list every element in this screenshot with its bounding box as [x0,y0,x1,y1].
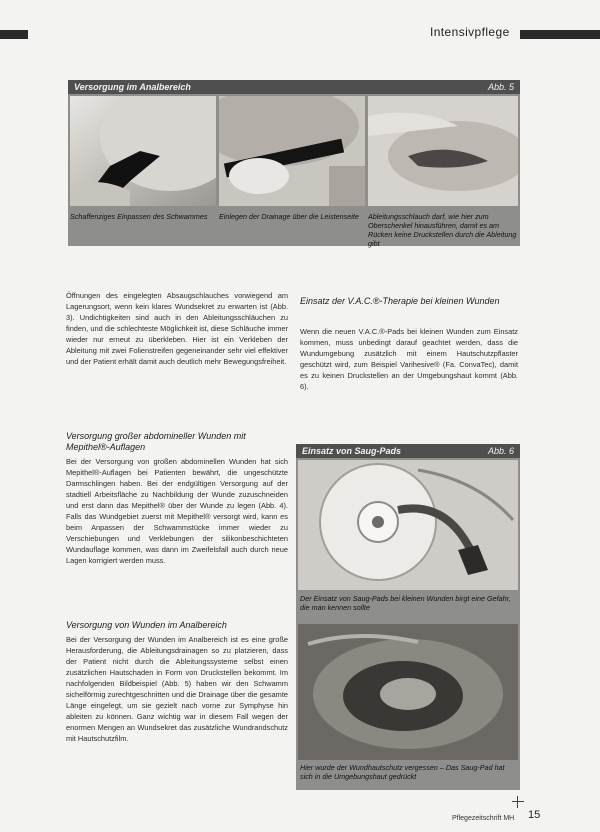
page-number: 15 [528,809,541,821]
heading-anal-area-wounds: Versorgung von Wunden im Analbereich [66,620,227,630]
figure-5-number: Abb. 5 [487,82,514,92]
figure-6-title-bar [296,444,520,458]
figure-5-photo-3 [368,96,518,206]
right-column-paragraph-1: Wenn die neuen V.A.C.®-Pads bei kleinen Wunden zum Einsatz kommen, muss unbedingt darauf geachtet werden, dass die Wundumgebung zusätzlich mit einem Hautschutzpflaster geschützt wird, zum Beispiel Varihesive® (Fa. ConvaTec), damit es zu keinen Druckstellen an der Umgebungshaut kommt (Abb. 6). [300,327,518,391]
figure-5-caption-2: Einlegen der Drainage über die Leistenseite [219,212,359,221]
figure-6-photo-2 [298,624,518,760]
heading-abdominal-wounds: Versorgung großer abdomineller Wunden mit Mepithel®-Auflagen [66,431,246,452]
figure-5-photo-1 [70,96,216,206]
figure-5-caption-3: Ableitungsschlauch darf, wie hier zum Oberschenkel hinausführen, damit es am Rücken keine Druckstellen durch die Ableitung gibt [368,212,517,248]
left-column-paragraph-3: Bei der Versorgung der Wunden im Analbereich ist es eine große Herausforderung, die Ableitungsdrainagen so zu platzieren, dass der Patient nicht durch die Ableitungssysteme selbst einen zusätzlichen Hautschaden in Form von Druckstellen bekommt. Im nachfolgenden Bildbeispiel (Abb. 5) haben wir den Schwamm sichelförmig zurechtgeschnitten und die Drainage über die gesamte Länge eingelegt, um sie gezielt nach vorne zur Symphyse hin ableiten zu können. Ganz wichtig war in diesem Fall wegen der enormen Mengen an Wundsekret das zusätzliche Wundrandschutz mit Hautschutzfilm. [66,635,288,743]
figure-6-caption-2: Hier wurde der Wundhautschutz vergessen – Das Saug-Pad hat sich in die Umgebungshaut gedrückt [300,763,505,781]
left-column-paragraph-1: Öffnungen des eingelegten Absaugschlauches vorwiegend am Lagerungsort, wenn kein klares Wundsekret zu erwarten ist (Abb. 3). Undichtigkeiten sind auch in den Ableitungsschläuchen zu finden, und die schlechteste Möglichkeit ist, diese Schläuche immer wieder nur erneut zu überkleben. Hier ist ein Verkleben der Ableitung mit zwei Folienstreifen gegeneinander sehr viel effektiver und der Patient erhält damit auch deutlich mehr Bewegungsfreiheit. [66,291,288,366]
figure-6-number: Abb. 6 [487,446,514,456]
header-bar-right [520,30,600,39]
heading-vac-small-wounds: Einsatz der V.A.C.®-Therapie bei kleinen Wunden [300,296,500,306]
footer-journal: Pflegezeitschrift MH [452,815,515,822]
figure-5-title-bar [68,80,520,94]
figure-6-caption-1: Der Einsatz von Saug-Pads bei kleinen Wunden birgt eine Gefahr, die man kennen sollte [300,594,511,612]
header-bar-left [0,30,28,39]
figure-5-caption-1: Schaffenziges Einpassen des Schwammes [70,212,208,221]
figure-5-title: Versorgung im Analbereich [74,82,191,92]
left-column-paragraph-2: Bei der Versorgung von großen abdominellen Wunden hat sich Mepithel®-Auflagen bei Patienten bewährt, die ungeschützte Darmschlingen haben. Bei der endgültigen Versorgung auf der stadtiell Arbeitsfläche zu Nachbildung der Wunde zuzuschneiden und erst dann das Mepithel® über der Wunde zu legen (Abb. 4). Falls das Wundgebiet zuerst mit Mepithel® versorgt wird, kann es beim Anpassen der Schwammstücke immer wieder zu Verschiebungen und Verklebungen der silikonbeschichteten Wundauflage kommen, was dann im Zweifelsfall auch durch neue Lagen korrigiert werden muss. [66,457,288,565]
figure-5-photo-2 [219,96,365,206]
crop-mark [512,796,524,808]
figure-6-photo-1 [298,460,518,590]
figure-6-title: Einsatz von Saug-Pads [302,446,402,456]
running-header-title: Intensivpflege [430,25,510,39]
